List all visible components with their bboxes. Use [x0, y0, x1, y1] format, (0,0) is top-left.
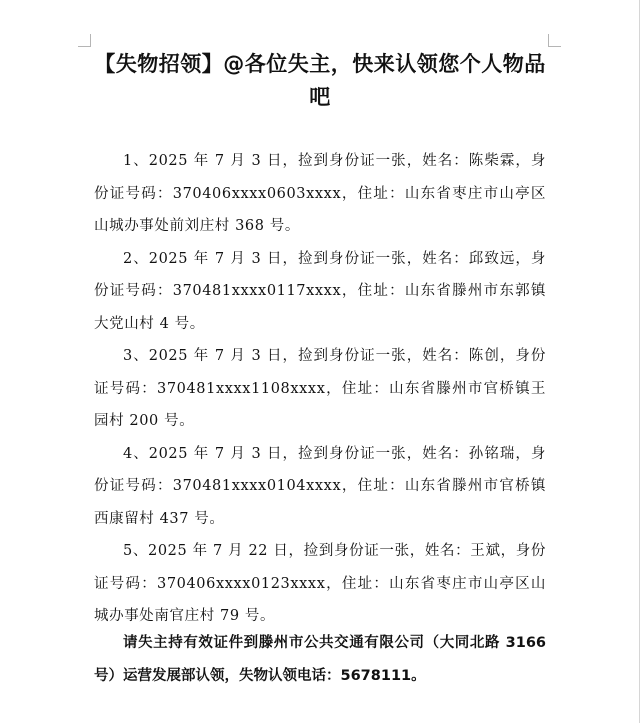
lost-item-2: 2、2025 年 7 月 3 日，捡到身份证一张，姓名：邱致远，身份证号码：370481xxxx0117xxxx，住址：山东省滕州市东郭镇大党山村 4 号。 — [94, 250, 546, 332]
lost-item-5: 5、2025 年 7 月 22 日，捡到身份证一张，姓名：王斌，身份证号码：370406xxxx0123xxxx，住址：山东省枣庄市山亭区山城办事处南官庄村 79 号。 — [94, 543, 546, 624]
page-title: 【失物招领】@各位失主，快来认领您个人物品吧 — [94, 52, 546, 109]
lost-item-list — [94, 145, 546, 633]
margin-corner-mark-left — [78, 34, 91, 47]
margin-corner-mark-right — [548, 34, 561, 47]
lost-item-4: 4、2025 年 7 月 3 日，捡到身份证一张，姓名：孙铭瑞，身份证号码：370481xxxx0104xxxx，住址：山东省滕州市官桥镇西康留村 437 号。 — [94, 445, 546, 527]
lost-item-1: 1、2025 年 7 月 3 日，捡到身份证一张，姓名：陈柴霖，身份证号码：370406xxxx0603xxxx，住址：山东省枣庄市山亭区山城办事处前刘庄村 368 号。 — [94, 153, 546, 234]
claim-notice: 请失主持有效证件到滕州市公共交通有限公司（大同北路 3166 号）运营发展部认领，失物认领电话：5678111。 — [94, 635, 546, 684]
lost-item-3: 3、2025 年 7 月 3 日，捡到身份证一张，姓名：陈创，身份证号码：370481xxxx1108xxxx，住址：山东省滕州市官桥镇王园村 200 号。 — [94, 348, 546, 429]
